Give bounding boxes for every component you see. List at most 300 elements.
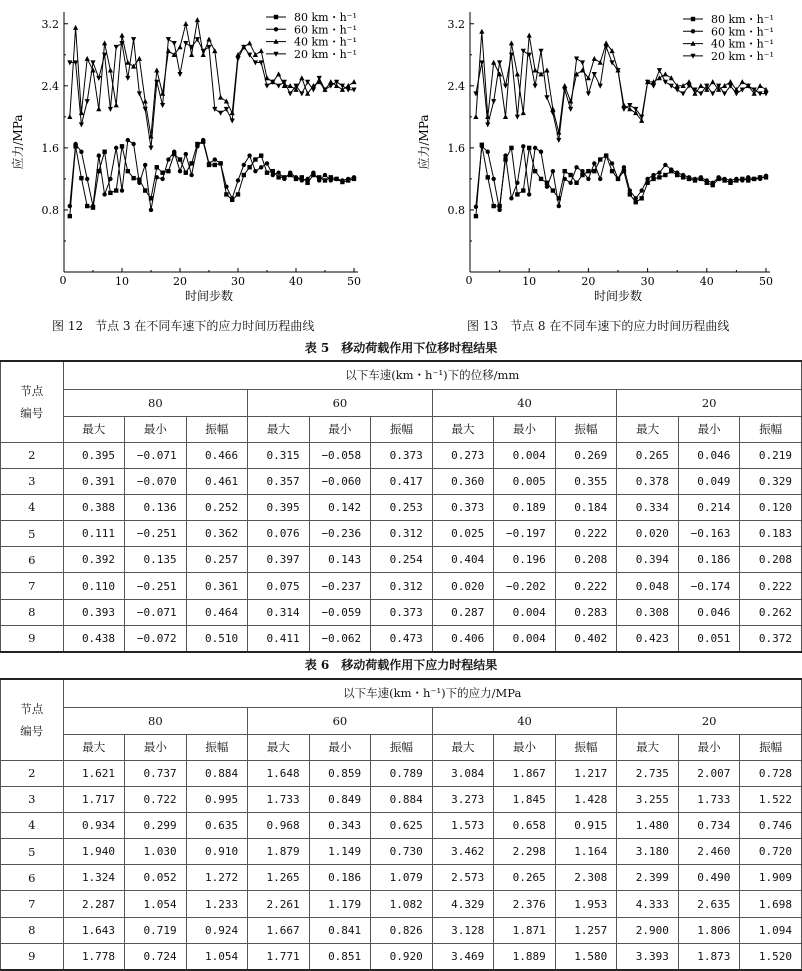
table-5-title: 表 5 移动荷载作用下位移时程结果 xyxy=(304,341,498,355)
legend-label: 80 km・h⁻¹ xyxy=(294,11,357,24)
data-point xyxy=(299,91,304,96)
data-point xyxy=(160,91,165,96)
data-point xyxy=(323,173,327,177)
x-tick-label: 10 xyxy=(522,275,537,288)
cell-value: 0.110 xyxy=(63,573,125,599)
data-point xyxy=(183,41,188,46)
y-tick-label: 3.2 xyxy=(41,17,59,31)
cell-value: 3.469 xyxy=(432,943,494,969)
data-point xyxy=(160,103,165,108)
data-point xyxy=(533,169,537,173)
data-point xyxy=(592,161,596,165)
cell-value: 0.995 xyxy=(186,786,248,812)
figure-12-caption: 图 12 节点 3 在不同车速下的应力时间历程曲线 xyxy=(52,319,315,333)
cell-value: 2.308 xyxy=(555,865,617,891)
data-point xyxy=(213,163,217,167)
cell-value: 0.334 xyxy=(617,494,679,520)
cell-value: 1.643 xyxy=(63,917,125,943)
cell-value: −0.071 xyxy=(125,442,187,468)
cell-value: 0.915 xyxy=(555,812,617,838)
table-row xyxy=(1,760,802,786)
data-point xyxy=(622,165,626,169)
cell-value: 0.051 xyxy=(678,625,740,651)
node-id: 9 xyxy=(1,943,64,969)
cell-value: −0.058 xyxy=(309,442,371,468)
data-point xyxy=(634,200,638,204)
cell-value: 0.720 xyxy=(740,839,802,865)
cell-value: 0.020 xyxy=(432,573,494,599)
cell-value: −0.163 xyxy=(678,521,740,547)
cell-value: 0.046 xyxy=(678,599,740,625)
data-point xyxy=(728,178,732,182)
data-point xyxy=(317,76,322,81)
node-header-line2: 编号 xyxy=(20,723,44,738)
data-point xyxy=(473,114,478,119)
cell-value: 0.734 xyxy=(678,812,740,838)
data-point xyxy=(497,60,502,65)
data-point xyxy=(491,177,495,181)
data-point xyxy=(533,146,537,150)
cell-value: 1.873 xyxy=(678,943,740,969)
cell-value: 0.395 xyxy=(63,442,125,468)
cell-value: 2.261 xyxy=(248,891,310,917)
data-point xyxy=(131,142,135,146)
cell-value: 0.253 xyxy=(371,494,433,520)
sub-header: 振幅 xyxy=(186,416,248,442)
cell-value: 0.254 xyxy=(371,547,433,573)
data-point xyxy=(698,91,703,96)
data-point xyxy=(574,181,578,185)
data-point xyxy=(509,196,513,200)
data-point xyxy=(184,171,188,175)
table-row xyxy=(1,917,802,943)
node-id: 4 xyxy=(1,494,64,520)
data-point xyxy=(710,91,715,96)
data-point xyxy=(592,56,597,61)
cell-value: 0.315 xyxy=(248,442,310,468)
data-point xyxy=(79,122,84,127)
legend-entry xyxy=(266,36,357,49)
cell-value: 1.778 xyxy=(63,943,125,969)
data-point xyxy=(544,68,549,73)
speed-header: 20 xyxy=(617,707,802,734)
data-point xyxy=(598,157,602,161)
data-point xyxy=(230,110,235,115)
cell-value: −0.060 xyxy=(309,468,371,494)
data-point xyxy=(592,72,597,77)
data-point xyxy=(73,25,78,30)
cell-value: 0.257 xyxy=(186,547,248,573)
data-point xyxy=(574,56,579,61)
cell-value: 0.052 xyxy=(125,865,187,891)
cell-value: 0.423 xyxy=(617,625,679,651)
sub-header: 最大 xyxy=(248,416,310,442)
sub-header: 振幅 xyxy=(740,416,802,442)
data-point xyxy=(521,188,525,192)
legend-marker xyxy=(274,27,278,31)
cell-value: 4.333 xyxy=(617,891,679,917)
data-point xyxy=(604,153,608,157)
cell-value: 0.404 xyxy=(432,547,494,573)
data-point xyxy=(479,29,484,34)
span-header: 以下车速(km・h⁻¹)下的应力/MPa xyxy=(63,679,801,707)
data-point xyxy=(616,177,620,181)
data-point xyxy=(574,165,578,169)
data-point xyxy=(265,161,269,165)
cell-value: 3.180 xyxy=(617,839,679,865)
data-point xyxy=(503,153,507,157)
data-point xyxy=(108,68,113,73)
cell-value: 0.826 xyxy=(371,917,433,943)
data-point xyxy=(85,177,89,181)
sub-header: 最小 xyxy=(494,416,556,442)
data-point xyxy=(675,87,680,92)
cell-value: 0.910 xyxy=(186,839,248,865)
data-point xyxy=(621,107,626,112)
cell-value: 0.357 xyxy=(248,468,310,494)
data-point xyxy=(515,181,519,185)
data-point xyxy=(230,196,234,200)
data-point xyxy=(85,204,89,208)
data-point xyxy=(300,178,304,182)
data-point xyxy=(497,208,501,212)
data-point xyxy=(247,40,252,45)
data-point xyxy=(334,177,338,181)
cell-value: 0.920 xyxy=(371,943,433,969)
cell-value: 0.222 xyxy=(740,573,802,599)
cell-value: 0.728 xyxy=(740,760,802,786)
data-point xyxy=(259,165,263,169)
cell-value: 0.360 xyxy=(432,468,494,494)
cell-value: 0.111 xyxy=(63,521,125,547)
cell-value: 0.049 xyxy=(678,468,740,494)
data-point xyxy=(557,204,561,208)
data-point xyxy=(178,169,182,173)
data-point xyxy=(299,75,304,80)
data-point xyxy=(212,107,217,112)
node-header-line1: 节点 xyxy=(20,701,44,716)
cell-value: 0.020 xyxy=(617,521,679,547)
data-point xyxy=(189,52,194,57)
data-point xyxy=(177,44,182,49)
data-point xyxy=(213,157,217,161)
data-point xyxy=(131,176,135,180)
data-point xyxy=(67,114,72,119)
series-1 xyxy=(474,144,768,212)
cell-value: 0.362 xyxy=(186,521,248,547)
data-point xyxy=(247,153,251,157)
sub-header: 最小 xyxy=(494,734,556,760)
cell-value: 1.324 xyxy=(63,865,125,891)
cell-value: 0.265 xyxy=(494,865,556,891)
data-point xyxy=(533,84,538,89)
data-point xyxy=(634,196,638,200)
data-point xyxy=(218,161,222,165)
data-point xyxy=(764,174,768,178)
data-point xyxy=(224,192,228,196)
cell-value: 0.373 xyxy=(371,599,433,625)
cell-value: 0.841 xyxy=(309,917,371,943)
data-point xyxy=(711,181,715,185)
data-point xyxy=(154,68,159,73)
cell-value: 0.393 xyxy=(63,599,125,625)
cell-value: 0.219 xyxy=(740,442,802,468)
sub-header: 最大 xyxy=(63,734,125,760)
table-row xyxy=(1,547,802,573)
data-point xyxy=(166,157,170,161)
data-point xyxy=(172,150,176,154)
data-point xyxy=(96,106,101,111)
cell-value: 0.004 xyxy=(494,442,556,468)
data-point xyxy=(114,45,119,50)
data-point xyxy=(544,95,549,100)
cell-value: 2.635 xyxy=(678,891,740,917)
cell-value: 0.373 xyxy=(432,494,494,520)
cell-value: 0.136 xyxy=(125,494,187,520)
data-point xyxy=(657,175,661,179)
cell-value: 2.460 xyxy=(678,839,740,865)
cell-value: 1.054 xyxy=(125,891,187,917)
sub-header: 最大 xyxy=(63,416,125,442)
data-point xyxy=(305,177,309,181)
data-point xyxy=(716,175,720,179)
data-point xyxy=(486,175,490,179)
cell-value: 0.048 xyxy=(617,573,679,599)
sub-header: 振幅 xyxy=(555,734,617,760)
cell-value: 0.438 xyxy=(63,625,125,651)
cell-value: 2.376 xyxy=(494,891,556,917)
data-point xyxy=(177,72,182,77)
data-point xyxy=(675,171,679,175)
data-point xyxy=(247,165,251,169)
cell-value: 0.355 xyxy=(555,468,617,494)
table-row xyxy=(1,891,802,917)
cell-value: 3.393 xyxy=(617,943,679,969)
legend-label: 20 km・h⁻¹ xyxy=(711,49,774,63)
data-point xyxy=(305,181,309,185)
cell-value: 0.269 xyxy=(555,442,617,468)
data-point xyxy=(126,169,130,173)
data-point xyxy=(604,40,609,45)
data-point xyxy=(657,68,662,73)
x-tick-label: 50 xyxy=(759,275,773,288)
legend-entry xyxy=(266,23,357,36)
sub-header: 最大 xyxy=(432,734,494,760)
data-point xyxy=(259,153,263,157)
y-axis-label: 应力/MPa xyxy=(11,114,25,170)
data-point xyxy=(114,146,118,150)
legend-entry xyxy=(266,48,357,61)
data-point xyxy=(79,176,83,180)
speed-header: 80 xyxy=(63,389,248,416)
table-row xyxy=(1,442,802,468)
table-row xyxy=(1,521,802,547)
data-point xyxy=(328,79,333,84)
cell-value: 0.273 xyxy=(432,442,494,468)
data-point xyxy=(538,49,543,54)
table-row xyxy=(1,865,802,891)
cell-value: −0.197 xyxy=(494,521,556,547)
cell-value: 2.735 xyxy=(617,760,679,786)
cell-value: 1.909 xyxy=(740,865,802,891)
cell-value: 0.490 xyxy=(678,865,740,891)
sub-header: 振幅 xyxy=(371,416,433,442)
legend-label: 60 km・h⁻¹ xyxy=(294,23,357,37)
cell-value: 1.522 xyxy=(740,786,802,812)
data-point xyxy=(527,192,531,196)
cell-value: 0.312 xyxy=(371,573,433,599)
table-row xyxy=(1,573,802,599)
legend-label: 40 km・h⁻¹ xyxy=(294,35,357,49)
data-point xyxy=(79,110,84,115)
data-point xyxy=(126,138,130,142)
data-point xyxy=(206,36,211,41)
data-point xyxy=(276,171,280,175)
data-point xyxy=(114,102,119,107)
cell-value: 1.082 xyxy=(371,891,433,917)
data-point xyxy=(137,181,141,185)
node-id: 8 xyxy=(1,917,64,943)
data-point xyxy=(693,177,697,181)
cell-value: 0.373 xyxy=(371,442,433,468)
data-point xyxy=(681,91,686,96)
data-point xyxy=(352,175,356,179)
data-point xyxy=(253,157,257,161)
data-point xyxy=(669,84,674,89)
data-point xyxy=(669,75,674,80)
cell-value: 2.900 xyxy=(617,917,679,943)
node-id: 2 xyxy=(1,442,64,468)
data-point xyxy=(154,80,159,85)
cell-value: 0.252 xyxy=(186,494,248,520)
cell-value: 0.789 xyxy=(371,760,433,786)
x-tick-label: 40 xyxy=(289,275,303,288)
cell-value: 0.461 xyxy=(186,468,248,494)
node-id: 9 xyxy=(1,625,64,651)
node-id: 7 xyxy=(1,891,64,917)
cell-value: 0.329 xyxy=(740,468,802,494)
x-tick-label: 40 xyxy=(699,275,714,288)
data-point xyxy=(148,146,153,151)
data-point xyxy=(740,178,744,182)
sub-header: 振幅 xyxy=(740,734,802,760)
data-point xyxy=(242,173,246,177)
data-point xyxy=(556,138,561,143)
cell-value: 0.208 xyxy=(555,547,617,573)
cell-value: 0.392 xyxy=(63,547,125,573)
cell-value: 3.255 xyxy=(617,786,679,812)
series-line xyxy=(476,146,766,210)
data-point xyxy=(323,178,327,182)
data-point xyxy=(311,171,315,175)
data-point xyxy=(563,169,567,173)
data-point xyxy=(586,177,590,181)
data-point xyxy=(96,76,101,81)
legend-entry xyxy=(683,25,774,38)
table-row xyxy=(1,812,802,838)
data-point xyxy=(224,107,229,112)
data-point xyxy=(317,178,321,182)
cell-value: 1.648 xyxy=(248,760,310,786)
speed-header: 80 xyxy=(63,707,248,734)
data-point xyxy=(143,163,147,167)
sub-header: 最大 xyxy=(248,734,310,760)
cell-value: 0.402 xyxy=(555,625,617,651)
cell-value: 1.079 xyxy=(371,865,433,891)
data-point xyxy=(722,83,727,88)
sub-header: 最小 xyxy=(125,734,187,760)
data-point xyxy=(195,144,199,148)
data-point xyxy=(265,171,269,175)
data-point xyxy=(610,169,614,173)
cell-value: 0.143 xyxy=(309,547,371,573)
figure-13-chart xyxy=(400,0,800,305)
cell-value: 0.397 xyxy=(248,547,310,573)
cell-value: 0.859 xyxy=(309,760,371,786)
data-point xyxy=(527,33,532,38)
cell-value: −0.062 xyxy=(309,625,371,651)
data-point xyxy=(663,173,667,177)
cell-value: 0.287 xyxy=(432,599,494,625)
cell-value: 0.391 xyxy=(63,468,125,494)
data-point xyxy=(224,99,229,104)
data-point xyxy=(328,84,333,89)
data-point xyxy=(68,214,72,218)
data-point xyxy=(114,188,118,192)
x-tick-label: 20 xyxy=(581,275,596,288)
data-point xyxy=(276,84,281,89)
sub-header: 最小 xyxy=(309,416,371,442)
cell-value: 1.953 xyxy=(555,891,617,917)
cell-value: 1.164 xyxy=(555,839,617,865)
table-6-title: 表 6 移动荷载作用下应力时程结果 xyxy=(304,658,498,672)
data-point xyxy=(698,83,703,88)
data-point xyxy=(568,107,573,112)
table-row xyxy=(1,599,802,625)
data-point xyxy=(79,150,83,154)
data-point xyxy=(592,169,596,173)
figure-12-chart xyxy=(0,0,400,305)
data-point xyxy=(598,60,603,65)
cell-value: 0.724 xyxy=(125,943,187,969)
table-row xyxy=(1,625,802,651)
data-point xyxy=(236,192,240,196)
figure-12-svg xyxy=(0,0,400,305)
data-point xyxy=(538,71,543,76)
data-point xyxy=(120,188,124,192)
data-point xyxy=(149,208,153,212)
legend-entry xyxy=(683,38,774,51)
data-point xyxy=(533,68,538,73)
data-point xyxy=(503,114,508,119)
sub-header: 最大 xyxy=(617,416,679,442)
cell-value: 0.372 xyxy=(740,625,802,651)
data-point xyxy=(155,165,159,169)
data-point xyxy=(346,177,350,181)
data-point xyxy=(242,163,246,167)
cell-value: −0.236 xyxy=(309,521,371,547)
cell-value: 0.851 xyxy=(309,943,371,969)
data-point xyxy=(485,122,490,127)
data-point xyxy=(282,177,286,181)
data-point xyxy=(551,169,555,173)
data-point xyxy=(580,60,585,65)
cell-value: 0.388 xyxy=(63,494,125,520)
cell-value: 3.128 xyxy=(432,917,494,943)
data-point xyxy=(166,48,171,53)
sub-header: 最小 xyxy=(678,734,740,760)
series-line xyxy=(70,140,354,210)
